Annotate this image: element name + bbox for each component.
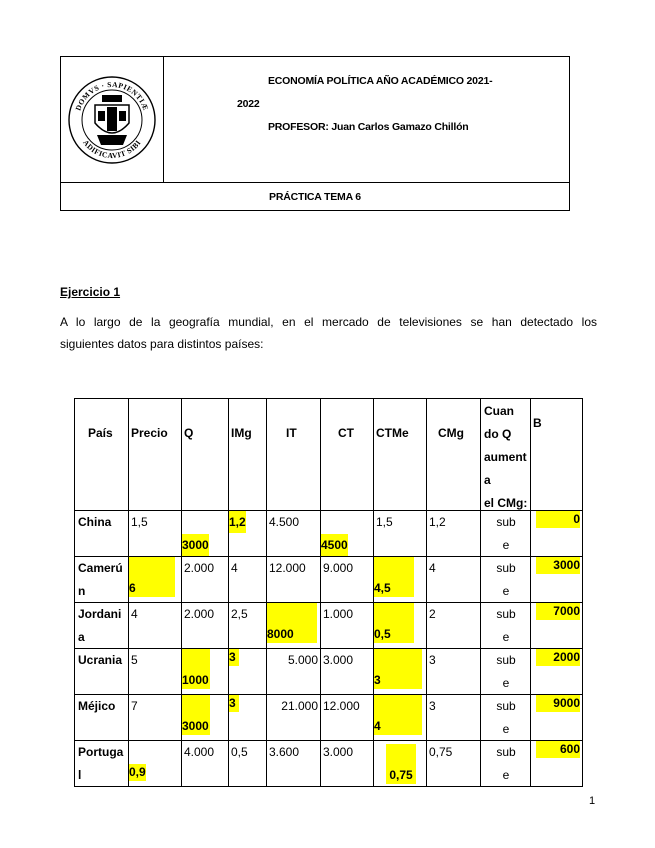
header-top-row (61, 57, 569, 183)
exercise-statement (60, 311, 597, 355)
header-practica: PRÁCTICA TEMA 6 (269, 191, 361, 203)
document-header (60, 56, 570, 211)
page-number: 1 (589, 795, 596, 807)
header-q: Q (182, 399, 229, 511)
header-professor: PROFESOR: Juan Carlos Gamazo Chillón (268, 121, 469, 133)
header-title-line2: 2022 (237, 98, 260, 110)
header-ct: CT (321, 399, 374, 511)
table-row: Méjico 7 3000 3 21.000 12.000 4 3 sub e 9000 (75, 695, 583, 741)
exercise-line2: siguientes datos para distintos países: (60, 337, 264, 351)
exercise-line1: A lo largo de la geografía mundial, en el mercado de televisiones se han detectado los (60, 315, 597, 329)
exercise-title: Ejercicio 1 (60, 285, 121, 299)
header-img: IMg (229, 399, 267, 511)
table-row: Ucrania 5 1000 3 5.000 3.000 3 3 sub e 2000 (75, 649, 583, 695)
data-table (74, 398, 583, 787)
header-cmg: CMg (427, 399, 481, 511)
header-precio: Precio (129, 399, 182, 511)
header-pais: País (75, 399, 129, 511)
university-seal-cell (61, 57, 164, 182)
table-header-row (75, 399, 583, 511)
table-row: China 1,5 3000 1,2 4.500 4500 1,5 1,2 sub e 0 (75, 511, 583, 557)
table-row: Portuga l 0,9 4.000 0,5 3.600 3.000 0,75 0,75 sub e 600 (75, 741, 583, 787)
svg-text:DOMVS · SAPIENTIÆ: DOMVS · SAPIENTIÆ (73, 79, 151, 112)
header-cuando: Cuan do Q aument a el CMg: (481, 399, 531, 511)
header-title-line1: ECONOMÍA POLÍTICA AÑO ACADÉMICO 2021- (268, 75, 493, 87)
svg-text:ADIFICAVIT SIBI: ADIFICAVIT SIBI (81, 138, 143, 161)
header-it: IT (267, 399, 321, 511)
table-row: Jordani a 4 2.000 2,5 8000 1.000 0,5 2 sub e 7000 (75, 603, 583, 649)
header-b: B (531, 399, 583, 511)
table-row: Camerú n 6 2.000 4 12.000 9.000 4,5 4 sub e 3000 (75, 557, 583, 603)
university-seal-logo (67, 75, 157, 165)
header-ctme: CTMe (374, 399, 427, 511)
